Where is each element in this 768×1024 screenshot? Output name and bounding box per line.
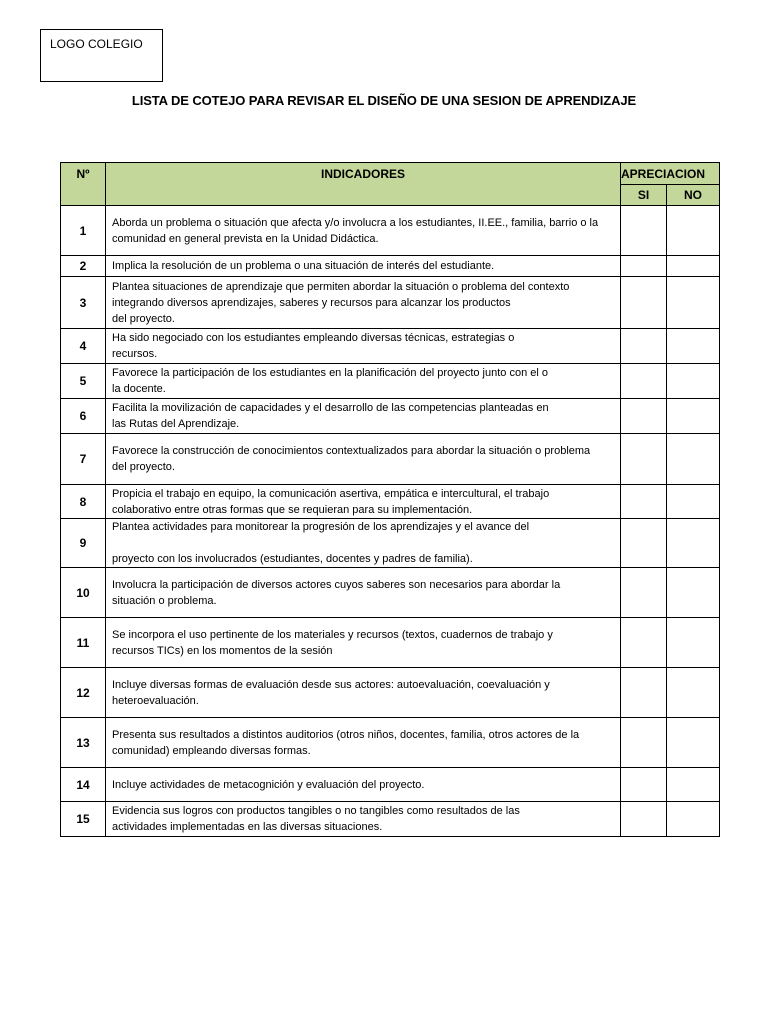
no-check-cell[interactable] — [667, 519, 720, 568]
no-check-cell[interactable] — [667, 485, 720, 519]
yes-check-cell[interactable] — [621, 206, 667, 256]
yes-check-cell[interactable] — [621, 485, 667, 519]
header-yes: SI — [621, 185, 667, 206]
indicator-text: Ha sido negociado con los estudiantes empleando diversas técnicas, estrategias o recursos. — [106, 329, 621, 364]
row-number: 7 — [61, 434, 106, 485]
table-row — [61, 618, 720, 668]
table-row — [61, 668, 720, 718]
indicator-text: Aborda un problema o situación que afecta y/o involucra a los estudiantes, II.EE., familia, barrio o la comunidad en general prevista en la Unidad Didáctica. — [106, 206, 621, 256]
table-row — [61, 519, 720, 568]
header-indicators: INDICADORES — [106, 163, 621, 206]
yes-check-cell[interactable] — [621, 568, 667, 618]
table-row — [61, 399, 720, 434]
no-check-cell[interactable] — [667, 434, 720, 485]
no-check-cell[interactable] — [667, 206, 720, 256]
no-check-cell[interactable] — [667, 718, 720, 768]
indicator-text: Plantea actividades para monitorear la progresión de los aprendizajes y el avance del proyecto con los involucrados (estudiantes, docentes y padres de familia). — [106, 519, 621, 568]
table-row — [61, 434, 720, 485]
no-check-cell[interactable] — [667, 568, 720, 618]
table-row — [61, 277, 720, 329]
yes-check-cell[interactable] — [621, 618, 667, 668]
table-row — [61, 802, 720, 837]
yes-check-cell[interactable] — [621, 434, 667, 485]
no-check-cell[interactable] — [667, 329, 720, 364]
row-number: 12 — [61, 668, 106, 718]
logo-label: LOGO COLEGIO — [50, 37, 143, 51]
no-check-cell[interactable] — [667, 618, 720, 668]
row-number: 4 — [61, 329, 106, 364]
indicator-text: Incluye actividades de metacognición y evaluación del proyecto. — [106, 768, 621, 802]
row-number: 14 — [61, 768, 106, 802]
table-row — [61, 768, 720, 802]
table-row — [61, 256, 720, 277]
row-number: 9 — [61, 519, 106, 568]
no-check-cell[interactable] — [667, 668, 720, 718]
yes-check-cell[interactable] — [621, 768, 667, 802]
table-row — [61, 364, 720, 399]
indicator-text: Plantea situaciones de aprendizaje que permiten abordar la situación o problema del contexto integrando diversos aprendizajes, saberes y recursos para alcanzar los productos del proyecto. — [106, 277, 621, 329]
no-check-cell[interactable] — [667, 256, 720, 277]
row-number: 15 — [61, 802, 106, 837]
table-row — [61, 485, 720, 519]
indicator-text: Implica la resolución de un problema o una situación de interés del estudiante. — [106, 256, 621, 277]
header-no: NO — [667, 185, 720, 206]
checklist-table — [60, 162, 720, 837]
yes-check-cell[interactable] — [621, 256, 667, 277]
indicator-text: Propicia el trabajo en equipo, la comunicación asertiva, empática e intercultural, el trabajo colaborativo entre otras formas que se requieran para su implementación. — [106, 485, 621, 519]
indicator-text: Evidencia sus logros con productos tangibles o no tangibles como resultados de las actividades implementadas en las diversas situaciones. — [106, 802, 621, 837]
row-number: 10 — [61, 568, 106, 618]
row-number: 13 — [61, 718, 106, 768]
header-appreciation: APRECIACION — [621, 163, 720, 185]
yes-check-cell[interactable] — [621, 668, 667, 718]
indicator-text: Se incorpora el uso pertinente de los materiales y recursos (textos, cuadernos de trabajo y recursos TICs) en los momentos de la sesión — [106, 618, 621, 668]
row-number: 3 — [61, 277, 106, 329]
row-number: 11 — [61, 618, 106, 668]
yes-check-cell[interactable] — [621, 802, 667, 837]
indicator-text: Facilita la movilización de capacidades y el desarrollo de las competencias planteadas en las Rutas del Aprendizaje. — [106, 399, 621, 434]
indicator-text: Incluye diversas formas de evaluación desde sus actores: autoevaluación, coevaluación y heteroevaluación. — [106, 668, 621, 718]
yes-check-cell[interactable] — [621, 399, 667, 434]
row-number: 6 — [61, 399, 106, 434]
no-check-cell[interactable] — [667, 364, 720, 399]
indicator-text: Involucra la participación de diversos actores cuyos saberes son necesarios para abordar la situación o problema. — [106, 568, 621, 618]
indicator-text: Presenta sus resultados a distintos auditorios (otros niños, docentes, familia, otros actores de la comunidad) empleando diversas formas. — [106, 718, 621, 768]
document-title: LISTA DE COTEJO PARA REVISAR EL DISEÑO DE UNA SESION DE APRENDIZAJE — [131, 93, 637, 108]
table-row — [61, 568, 720, 618]
yes-check-cell[interactable] — [621, 277, 667, 329]
row-number: 2 — [61, 256, 106, 277]
table-row — [61, 329, 720, 364]
checklist-rows — [61, 206, 720, 837]
yes-check-cell[interactable] — [621, 718, 667, 768]
indicator-text: Favorece la construcción de conocimientos contextualizados para abordar la situación o problema del proyecto. — [106, 434, 621, 485]
no-check-cell[interactable] — [667, 802, 720, 837]
yes-check-cell[interactable] — [621, 329, 667, 364]
row-number: 8 — [61, 485, 106, 519]
table-row — [61, 718, 720, 768]
row-number: 1 — [61, 206, 106, 256]
table-row — [61, 206, 720, 256]
row-number: 5 — [61, 364, 106, 399]
no-check-cell[interactable] — [667, 399, 720, 434]
yes-check-cell[interactable] — [621, 364, 667, 399]
header-number: Nº — [61, 163, 106, 206]
no-check-cell[interactable] — [667, 277, 720, 329]
yes-check-cell[interactable] — [621, 519, 667, 568]
school-logo-placeholder — [40, 29, 163, 82]
indicator-text: Favorece la participación de los estudiantes en la planificación del proyecto junto con el o la docente. — [106, 364, 621, 399]
no-check-cell[interactable] — [667, 768, 720, 802]
